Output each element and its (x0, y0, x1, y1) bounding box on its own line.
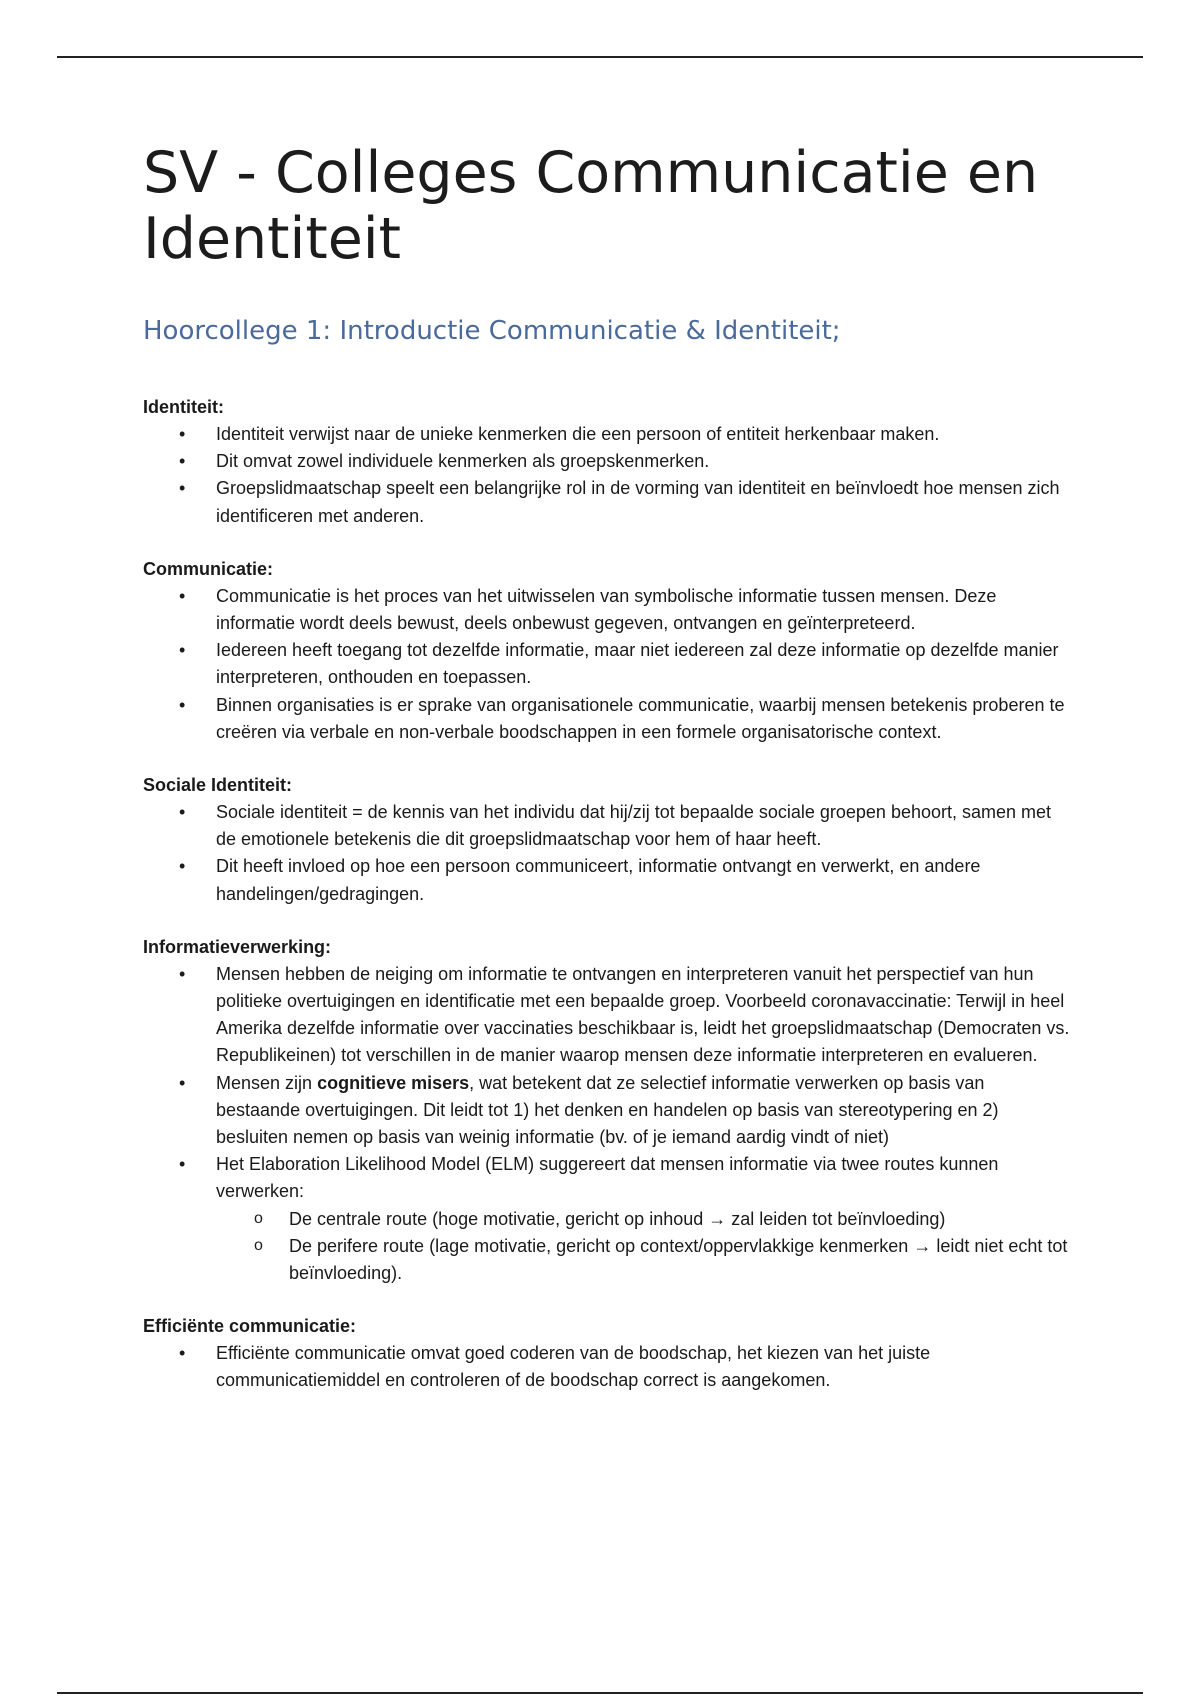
section-title: Communicatie: (143, 558, 274, 579)
document-title: SV - Colleges Communicatie en Identiteit (143, 140, 1039, 272)
bullet-list (143, 1340, 1073, 1394)
top-rule (57, 56, 1143, 58)
bullet-list (143, 961, 1073, 1287)
document-body (143, 140, 1073, 1395)
list-item: • Identiteit verwijst naar de unieke kenmerken die een persoon of entiteit herkenbaar maken. (143, 421, 1073, 448)
bold-term: cognitieve misers (317, 1072, 470, 1093)
list-item: • Efficiënte communicatie omvat goed coderen van de boodschap, het kiezen van het juiste communicatiemiddel en controleren of de boodschap correct is aangekomen. (143, 1340, 1073, 1394)
section-title: Sociale Identiteit: (143, 775, 293, 796)
list-item: • Mensen hebben de neiging om informatie te ontvangen en interpreteren vanuit het perspectief van hun politieke overtuigingen en identificatie met een bepaalde groep. Voorbeeld coronavaccinatie: Terwijl in heel Amerika dezelfde informatie over vaccinaties beschikbaar is, leidt het groepslidmaatschap (Democraten vs. Republikeinen) tot verschillen in de manier waarop mensen deze informatie interpreteren en evalueren. (143, 961, 1073, 1070)
sub-list (216, 1206, 1073, 1288)
list-item: • Dit heeft invloed op hoe een persoon communiceert, informatie ontvangt en verwerkt, en andere handelingen/gedragingen. (143, 853, 1073, 907)
list-item: • Dit omvat zowel individuele kenmerken als groepskenmerken. (143, 448, 1073, 475)
list-item: • Sociale identiteit = de kennis van het individu dat hij/zij tot bepaalde sociale groepen behoort, samen met de emotionele betekenis die dit groepslidmaatschap voor hem of haar heeft. (143, 799, 1073, 853)
list-item: • Communicatie is het proces van het uitwisselen van symbolische informatie tussen mensen. Deze informatie wordt deels bewust, deels onbewust gegeven, ontvangen en geïnterpreteerd. (143, 583, 1073, 637)
list-item: • Groepslidmaatschap speelt een belangrijke rol in de vorming van identiteit en beïnvloedt hoe mensen zich identificeren met anderen. (143, 475, 1073, 529)
list-item: • Iedereen heeft toegang tot dezelfde informatie, maar niet iedereen zal deze informatie op dezelfde manier interpreteren, onthouden en toepassen. (143, 637, 1073, 691)
section-title: Informatieverwerking: (143, 936, 332, 957)
bullet-list (143, 583, 1073, 746)
list-item (143, 1151, 1073, 1287)
section-sociale-identiteit (143, 772, 1073, 908)
section-title: Identiteit: (143, 397, 224, 417)
bullet-list (143, 799, 1073, 908)
text-run: Het Elaboration Likelihood Model (ELM) suggereert dat mensen informatie via twee routes kunnen verwerken: (216, 1154, 999, 1202)
list-item: • Binnen organisaties is er sprake van organisationele communicatie, waarbij mensen betekenis proberen te creëren via verbale en non-verbale boodschappen in een formele organisatorische context. (143, 692, 1073, 746)
bullet-list (143, 421, 1073, 530)
bottom-rule (57, 1692, 1143, 1694)
section-informatieverwerking (143, 934, 1073, 1287)
list-item (143, 1070, 1073, 1152)
section-efficiente-communicatie (143, 1313, 1073, 1394)
section-title: Efficiënte communicatie: (143, 1316, 357, 1337)
section-identiteit (143, 394, 1073, 530)
sub-list-item: o De perifere route (lage motivatie, gericht op context/oppervlakkige kenmerken → leidt niet echt tot beïnvloeding). (216, 1233, 1073, 1287)
section-communicatie (143, 556, 1073, 746)
sub-list-item: o De centrale route (hoge motivatie, gericht op inhoud → zal leiden tot beïnvloeding) (216, 1206, 1073, 1233)
lecture-heading: Hoorcollege 1: Introductie Communicatie & Identiteit; (143, 316, 841, 346)
text-run: , wat betekent dat ze selectief informatie verwerken op basis van bestaande overtuigingen. Dit leidt tot 1) het denken en handelen op basis van stereotypering en 2) besluiten nemen op basis van weinig informatie (bv. of je iemand aardig vindt of niet) (216, 1072, 999, 1148)
text-run: Mensen zijn (216, 1072, 318, 1093)
